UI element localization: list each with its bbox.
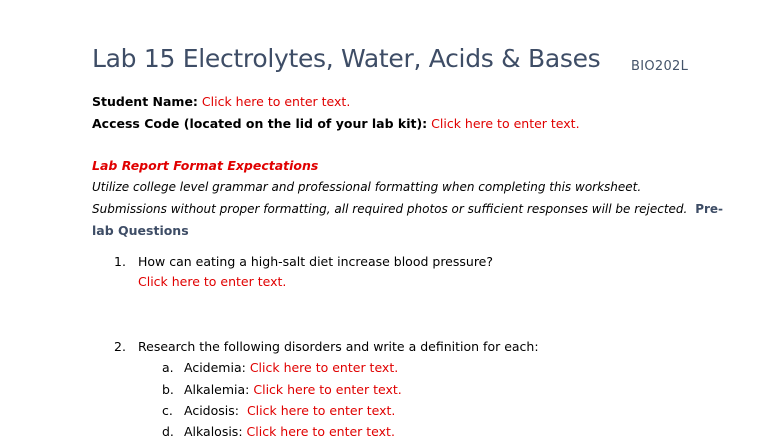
item-d-letter: d. [162, 424, 174, 439]
access-code-label: Access Code (located on the lid of your lab kit): [92, 116, 428, 131]
access-code-field[interactable]: Click here to enter text. [431, 116, 580, 131]
course-code: BIO202L [631, 59, 689, 74]
question-2-number: 2. [114, 339, 126, 354]
item-a-field[interactable]: Click here to enter text. [249, 360, 399, 375]
question-2-text: Research the following disorders and write a definition for each: [138, 339, 539, 354]
prelab-heading-part2: lab Questions [92, 223, 189, 238]
prelab-heading-part1: Pre- [695, 202, 724, 216]
item-a-row [184, 360, 398, 375]
item-b-row [184, 382, 402, 397]
item-c-letter: c. [162, 403, 173, 418]
item-d-row [184, 424, 395, 439]
student-name-field[interactable]: Click here to enter text. [201, 94, 351, 109]
item-c-row [184, 403, 395, 418]
format-line-2-row [92, 202, 723, 216]
format-line-2: Submissions without proper formatting, all required photos or sufficient responses will be rejected. [92, 202, 688, 216]
item-b-letter: b. [162, 382, 174, 397]
item-b-field[interactable]: Click here to enter text. [253, 382, 402, 397]
access-code-row [92, 116, 580, 131]
format-heading: Lab Report Format Expectations [92, 158, 319, 173]
document-title: Lab 15 Electrolytes, Water, Acids & Bases [92, 44, 601, 73]
item-a-letter: a. [162, 360, 174, 375]
item-c-label: Acidosis: [184, 403, 239, 418]
item-a-label: Acidemia: [184, 360, 246, 375]
item-d-field[interactable]: Click here to enter text. [246, 424, 395, 439]
question-1-answer-field[interactable]: Click here to enter text. [138, 274, 287, 289]
item-b-label: Alkalemia: [184, 382, 250, 397]
question-1-number: 1. [114, 254, 126, 269]
question-1-text: How can eating a high-salt diet increase blood pressure? [138, 254, 494, 269]
item-c-field[interactable]: Click here to enter text. [246, 403, 396, 418]
format-line-1: Utilize college level grammar and professional formatting when completing this worksheet. [92, 180, 642, 194]
item-d-label: Alkalosis: [184, 424, 243, 439]
student-name-label: Student Name: [92, 94, 198, 109]
student-name-row [92, 94, 350, 109]
